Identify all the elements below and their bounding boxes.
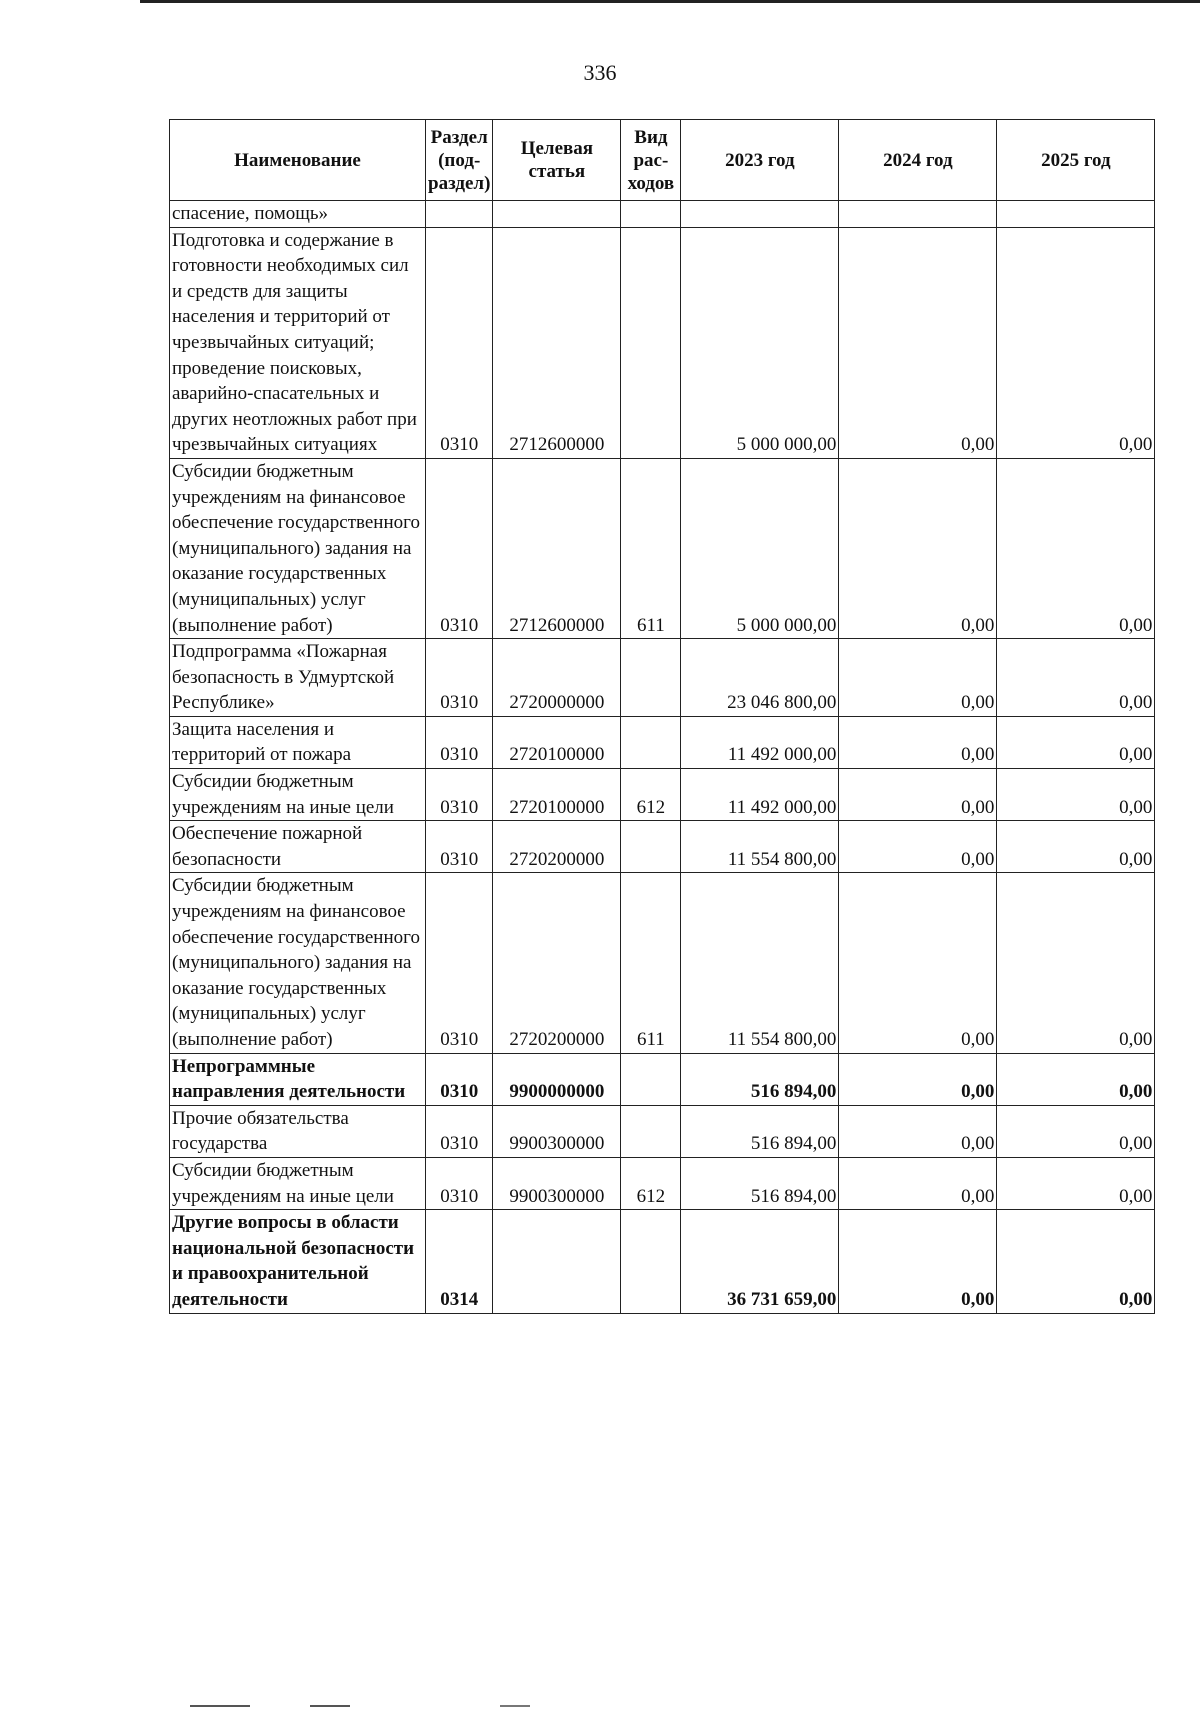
cell-name: Непрограммные направления деятельности	[170, 1053, 426, 1105]
cell-y2023: 23 046 800,00	[681, 639, 839, 717]
cell-y2024: 0,00	[839, 821, 997, 873]
cell-kind	[621, 201, 681, 228]
cell-target: 2720200000	[493, 873, 621, 1053]
cell-target: 9900300000	[493, 1157, 621, 1209]
cell-y2024: 0,00	[839, 639, 997, 717]
cell-section: 0314	[426, 1210, 493, 1313]
cell-y2025: 0,00	[997, 1157, 1155, 1209]
cell-y2025: 0,00	[997, 1053, 1155, 1105]
cell-kind	[621, 1105, 681, 1157]
table-row	[170, 458, 1155, 638]
cell-kind: 612	[621, 769, 681, 821]
cell-y2023: 36 731 659,00	[681, 1210, 839, 1313]
cell-kind	[621, 1210, 681, 1313]
table-row	[170, 201, 1155, 228]
header-name: Наименование	[170, 120, 426, 201]
header-2025: 2025 год	[997, 120, 1155, 201]
cell-y2023: 5 000 000,00	[681, 227, 839, 458]
table-row	[170, 716, 1155, 768]
cell-y2025: 0,00	[997, 716, 1155, 768]
cell-kind: 612	[621, 1157, 681, 1209]
cell-kind	[621, 716, 681, 768]
cell-section: 0310	[426, 821, 493, 873]
cell-section: 0310	[426, 227, 493, 458]
cell-section: 0310	[426, 1157, 493, 1209]
cell-y2024: 0,00	[839, 873, 997, 1053]
table-row	[170, 1210, 1155, 1313]
cell-name: Подпрограмма «Пожарная безопасность в Удмуртской Республике»	[170, 639, 426, 717]
cell-kind	[621, 1053, 681, 1105]
cell-name: Подготовка и содержание в готовности необходимых сил и средств для защиты населения и территорий от чрезвычайных ситуаций; проведение поисковых, аварийно-спасательных и других неотложных работ при чрезвычайных ситуациях	[170, 227, 426, 458]
top-border-line	[140, 0, 1200, 3]
cell-name: Субсидии бюджетным учреждениям на иные цели	[170, 769, 426, 821]
table-row	[170, 1053, 1155, 1105]
cell-y2023: 5 000 000,00	[681, 458, 839, 638]
cell-y2024: 0,00	[839, 1210, 997, 1313]
header-2023: 2023 год	[681, 120, 839, 201]
cell-y2024: 0,00	[839, 769, 997, 821]
cell-y2023: 11 554 800,00	[681, 821, 839, 873]
cell-y2024: 0,00	[839, 716, 997, 768]
cell-section: 0310	[426, 769, 493, 821]
cell-y2025: 0,00	[997, 821, 1155, 873]
cell-name: Защита населения и территорий от пожара	[170, 716, 426, 768]
cell-y2025: 0,00	[997, 769, 1155, 821]
cell-name: спасение, помощь»	[170, 201, 426, 228]
cell-y2023	[681, 201, 839, 228]
cell-name: Субсидии бюджетным учреждениям на иные цели	[170, 1157, 426, 1209]
cell-y2023: 516 894,00	[681, 1157, 839, 1209]
cell-target: 2712600000	[493, 227, 621, 458]
cell-section: 0310	[426, 1105, 493, 1157]
cell-y2025: 0,00	[997, 1105, 1155, 1157]
cell-y2023: 11 492 000,00	[681, 769, 839, 821]
cell-section	[426, 201, 493, 228]
table-row	[170, 1157, 1155, 1209]
cell-y2024	[839, 201, 997, 228]
cell-name: Обеспечение пожарной безопасности	[170, 821, 426, 873]
header-target: Целевая статья	[493, 120, 621, 201]
cell-kind	[621, 821, 681, 873]
cell-target	[493, 201, 621, 228]
page-number: 336	[583, 60, 617, 85]
cell-y2025: 0,00	[997, 1210, 1155, 1313]
table-row	[170, 639, 1155, 717]
cell-target: 2720000000	[493, 639, 621, 717]
cell-kind	[621, 227, 681, 458]
cell-kind: 611	[621, 873, 681, 1053]
cell-target: 9900300000	[493, 1105, 621, 1157]
cell-section: 0310	[426, 1053, 493, 1105]
cell-target: 2720100000	[493, 769, 621, 821]
cell-y2023: 516 894,00	[681, 1105, 839, 1157]
cell-section: 0310	[426, 873, 493, 1053]
cell-y2024: 0,00	[839, 1053, 997, 1105]
cell-section: 0310	[426, 458, 493, 638]
cell-y2024: 0,00	[839, 458, 997, 638]
cell-y2025: 0,00	[997, 227, 1155, 458]
cell-name: Другие вопросы в области национальной безопасности и правоохранительной деятельности	[170, 1210, 426, 1313]
cell-y2025: 0,00	[997, 458, 1155, 638]
cell-target	[493, 1210, 621, 1313]
cell-y2023: 516 894,00	[681, 1053, 839, 1105]
cell-target: 2720100000	[493, 716, 621, 768]
cell-section: 0310	[426, 716, 493, 768]
cell-y2025: 0,00	[997, 639, 1155, 717]
cell-target: 2712600000	[493, 458, 621, 638]
cell-target: 2720200000	[493, 821, 621, 873]
budget-table	[169, 119, 1155, 1314]
cell-y2024: 0,00	[839, 1105, 997, 1157]
cell-y2025: 0,00	[997, 873, 1155, 1053]
cell-kind: 611	[621, 458, 681, 638]
cell-section: 0310	[426, 639, 493, 717]
table-row	[170, 227, 1155, 458]
header-kind: Вид рас-ходов	[621, 120, 681, 201]
table-header-row	[170, 120, 1155, 201]
cell-y2023: 11 554 800,00	[681, 873, 839, 1053]
cell-name: Субсидии бюджетным учреждениям на финансовое обеспечение государственного (муниципального) задания на оказание государственных (муниципальных) услуг (выполнение работ)	[170, 458, 426, 638]
cell-name: Прочие обязательства государства	[170, 1105, 426, 1157]
header-2024: 2024 год	[839, 120, 997, 201]
cell-y2024: 0,00	[839, 227, 997, 458]
table-row	[170, 769, 1155, 821]
scan-edge-marks	[60, 1705, 1060, 1708]
cell-target: 9900000000	[493, 1053, 621, 1105]
table-row	[170, 873, 1155, 1053]
table-row	[170, 821, 1155, 873]
table-row	[170, 1105, 1155, 1157]
header-section: Раздел (под-раздел)	[426, 120, 493, 201]
cell-y2025	[997, 201, 1155, 228]
cell-kind	[621, 639, 681, 717]
cell-y2023: 11 492 000,00	[681, 716, 839, 768]
cell-y2024: 0,00	[839, 1157, 997, 1209]
cell-name: Субсидии бюджетным учреждениям на финансовое обеспечение государственного (муниципального) задания на оказание государственных (муниципальных) услуг (выполнение работ)	[170, 873, 426, 1053]
